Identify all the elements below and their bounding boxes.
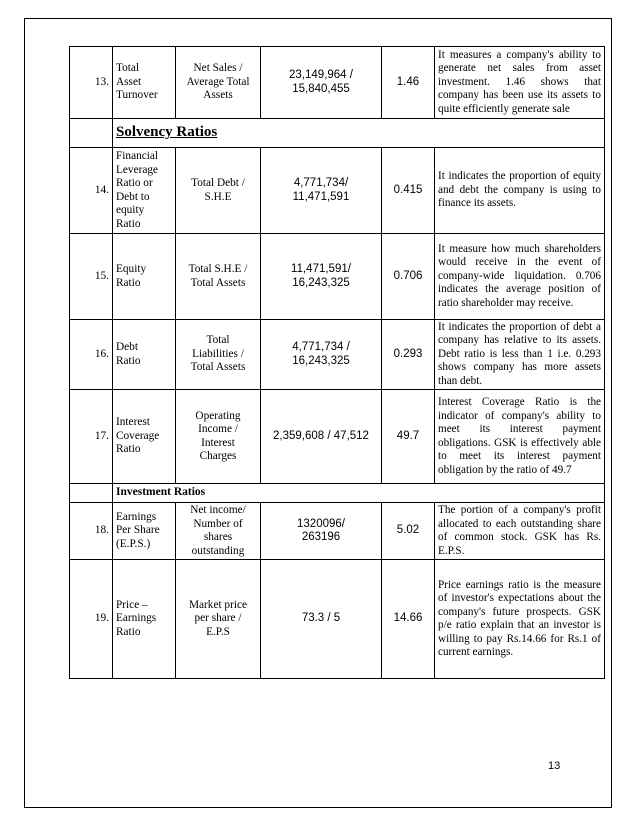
formula-line: per share /: [194, 612, 242, 625]
formula-cell: [176, 503, 261, 560]
formula-cell: [176, 320, 261, 390]
computation-line: 16,243,325: [292, 354, 350, 367]
computation-cell: [261, 560, 382, 679]
formula-line: Market price: [188, 598, 248, 611]
section-row-investment: [70, 484, 605, 503]
formula-line: Total Assets: [190, 276, 246, 289]
ratio-name-line: Ratio: [116, 443, 141, 456]
formula-line: Total: [206, 334, 230, 347]
computation-line: 16,243,325: [292, 276, 350, 289]
table-row: [70, 560, 605, 679]
ratio-name-cell: [113, 234, 176, 320]
ratio-name-line: Earnings: [116, 510, 157, 523]
ratio-name-line: Ratio: [116, 276, 141, 289]
table-row: [70, 390, 605, 484]
ratio-name-cell: [113, 148, 176, 234]
result-cell: 0.293: [382, 320, 435, 390]
computation-cell: [261, 503, 382, 560]
ratio-name-cell: [113, 47, 176, 119]
formula-line: Average Total: [186, 75, 250, 88]
computation-line: 2,359,608 / 47,512: [273, 429, 369, 442]
ratio-name-line: Ratio: [116, 354, 141, 367]
computation-cell: [261, 148, 382, 234]
computation-cell: [261, 234, 382, 320]
computation-line: 1320096/: [297, 517, 345, 530]
computation-line: 23,149,964 /: [289, 69, 353, 81]
ratio-name-line: Financial: [116, 150, 159, 162]
formula-cell: [176, 148, 261, 234]
table-row: [70, 148, 605, 234]
description-cell: Interest Coverage Ratio is the indicator of company's ability to meet its interest payment obligations. GSK is effectively able to meet its interest payment obligation by the ratio of 49.7: [435, 390, 605, 484]
result-cell: 14.66: [382, 560, 435, 679]
page-number: 13: [548, 760, 561, 772]
formula-line: shares: [203, 531, 233, 543]
table-row: [70, 503, 605, 560]
computation-cell: [261, 390, 382, 484]
description-cell: It measures a company's ability to generate net sales from asset investment. 1.46 shows that company has been use its assets to quite efficiently generate sale: [435, 47, 605, 119]
result-cell: 0.415: [382, 148, 435, 234]
ratio-name-cell: [113, 390, 176, 484]
computation-line: 263196: [301, 531, 341, 543]
formula-line: Liabilities /: [192, 347, 244, 360]
ratio-name-line: Leverage: [116, 163, 159, 176]
ratio-name-line: Per Share: [116, 524, 160, 537]
ratio-name-cell: [113, 503, 176, 560]
formula-cell: [176, 47, 261, 119]
ratio-name-line: Ratio: [116, 217, 141, 230]
computation-line: 11,471,591/: [291, 263, 351, 275]
row-number-cell: 13.: [70, 47, 113, 119]
formula-line: S.H.E: [204, 190, 232, 203]
row-number-cell: 18.: [70, 503, 113, 560]
computation-line: 73.3 / 5: [301, 612, 341, 625]
ratio-name-cell: [113, 560, 176, 679]
ratio-name-line: Debt to: [116, 190, 150, 203]
ratio-name-line: Price –: [116, 598, 148, 611]
ratio-name-line: Turnover: [116, 89, 158, 102]
ratio-name-line: Earnings: [116, 612, 157, 625]
description-cell: It measure how much shareholders would receive in the event of company-wide liquidation. 0.706 indicates the average position of ratio shareholder may receive.: [435, 234, 605, 320]
formula-line: Income /: [198, 423, 238, 435]
table-row: [70, 47, 605, 119]
row-number-cell: 17.: [70, 390, 113, 484]
ratio-name-line: Interest: [116, 416, 150, 429]
formula-cell: [176, 390, 261, 484]
ratio-name-line: Total: [116, 62, 140, 75]
formula-line: Total Debt /: [191, 177, 245, 189]
computation-cell: [261, 320, 382, 390]
formula-line: outstanding: [191, 544, 245, 557]
ratio-name-line: (E.P.S.): [116, 537, 151, 550]
formula-line: Charges: [199, 450, 237, 462]
ratio-name-line: Asset: [116, 75, 142, 88]
ratio-name-line: Coverage: [116, 429, 160, 442]
section-title-investment: Investment Ratios: [113, 484, 605, 503]
ratio-name-line: Ratio or: [116, 177, 153, 189]
description-cell: The portion of a company's profit allocated to each outstanding share of common stock. GSK has Rs. E.P.S.: [435, 503, 605, 560]
formula-line: Operating: [195, 409, 241, 422]
ratio-name-line: equity: [116, 204, 145, 216]
description-cell: It indicates the proportion of debt a company has relative to its assets. Debt ratio is less than 1 i.e. 0.293 shows company has more assets than debt.: [435, 320, 605, 390]
result-cell: 5.02: [382, 503, 435, 560]
result-cell: 49.7: [382, 390, 435, 484]
section-row-solvency: [70, 119, 605, 148]
computation-line: 4,771,734 /: [292, 341, 350, 353]
ratio-name-cell: [113, 320, 176, 390]
formula-line: Assets: [203, 89, 233, 102]
formula-line: E.P.S: [206, 625, 230, 638]
formula-line: Number of: [193, 517, 243, 530]
row-number-cell: 14.: [70, 148, 113, 234]
table-row: [70, 234, 605, 320]
formula-line: Net Sales /: [193, 62, 243, 75]
computation-line: 4,771,734/: [293, 177, 349, 189]
formula-cell: [176, 234, 261, 320]
row-number-cell: 15.: [70, 234, 113, 320]
formula-cell: [176, 560, 261, 679]
row-number-cell: 19.: [70, 560, 113, 679]
result-cell: 1.46: [382, 47, 435, 119]
ratios-table: [69, 46, 605, 679]
description-cell: It indicates the proportion of equity and debt the company is using to finance its assets.: [435, 148, 605, 234]
formula-line: Total Assets: [190, 361, 246, 374]
table-row: [70, 320, 605, 390]
ratio-name-line: Debt: [116, 341, 138, 353]
computation-line: 11,471,591: [292, 190, 350, 203]
computation-cell: [261, 47, 382, 119]
ratio-name-line: Ratio: [116, 625, 141, 638]
result-cell: 0.706: [382, 234, 435, 320]
ratio-name-line: Equity: [116, 263, 147, 275]
row-number-cell: 16.: [70, 320, 113, 390]
computation-line: 15,840,455: [292, 82, 350, 95]
formula-line: Interest: [201, 436, 235, 449]
formula-line: Net income/: [190, 504, 246, 516]
description-cell: Price earnings ratio is the measure of investor's expectations about the company's future prospects. GSK p/e ratio explain that an investor is willing to pay Rs.14.66 for Rs.1 of current earnings.: [435, 560, 605, 679]
section-title-solvency: Solvency Ratios: [113, 119, 605, 148]
formula-line: Total S.H.E /: [188, 263, 248, 275]
